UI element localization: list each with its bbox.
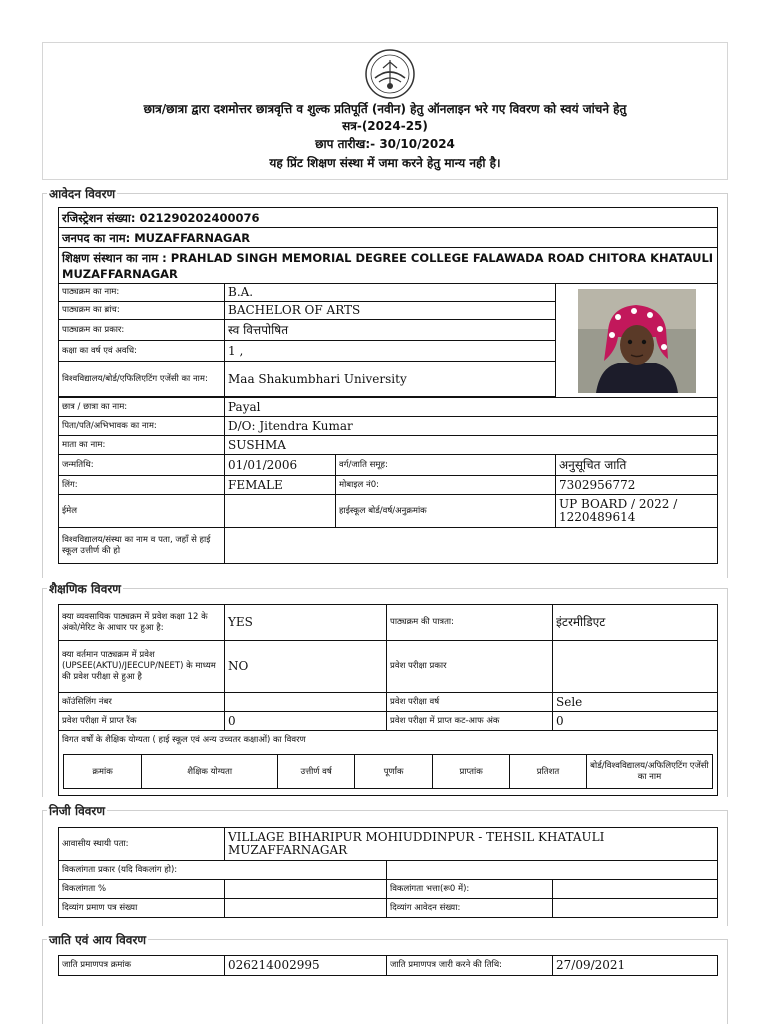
section-title: शैक्षणिक विवरण	[49, 582, 121, 596]
mother-name: SUSHMA	[225, 436, 718, 455]
col-obtained: प्राप्तांक	[433, 754, 510, 788]
dob-label: जन्मतिथि:	[59, 455, 225, 476]
caste-certificate-label: जाति प्रमाणपत्र क्रमांक	[59, 956, 225, 976]
address-label: आवासीय स्थायी पता:	[59, 828, 225, 861]
registration-number: रजिस्ट्रेशन संख्या: 021290202400076	[59, 208, 718, 228]
exam-type-label: प्रवेश परीक्षा प्रकार	[387, 641, 553, 693]
counselling-value	[225, 693, 387, 712]
category-label: वर्ग/जाति समूह:	[336, 455, 556, 476]
merit-admission-label: क्या व्यवसायिक पाठ्यक्रम में प्रवेश कक्षा 12 के अंको/मेरिट के आधार पर हुआ है:	[59, 605, 225, 641]
up-government-emblem-icon	[359, 48, 421, 100]
student-name: Payal	[225, 398, 718, 417]
col-serial: क्रमांक	[64, 754, 142, 788]
institution-name: शिक्षण संस्थान का नाम : PRAHLAD SINGH MEMORIAL DEGREE COLLEGE FALAWADA ROAD CHITORA KHATAULI MUZAFFARNAGAR	[59, 248, 718, 284]
course-type: स्व वित्तपोषित	[225, 320, 556, 341]
university-label: विश्वविद्यालय/बोर्ड/एफिलिएटिंग एजेंसी का नाम:	[59, 362, 225, 397]
disability-type-value	[387, 861, 718, 880]
rank-label: प्रवेश परीक्षा में प्राप्त रैंक	[59, 712, 225, 731]
cutoff-label: प्रवेश परीक्षा में प्राप्त कट-आफ अंक	[387, 712, 553, 731]
exam-type-value	[553, 641, 718, 693]
category-value: अनुसूचित जाति	[556, 455, 718, 476]
caste-income-section	[42, 931, 728, 1024]
eligibility-label: पाठ्यक्रम की पात्रता:	[387, 605, 553, 641]
gender-label: लिंग:	[59, 476, 225, 495]
eligibility-value: इंटरमीडिएट	[553, 605, 718, 641]
exam-year-value: Sele	[553, 693, 718, 712]
education-history-label: विगत वर्षों के शैक्षिक योग्यता ( हाई स्कूल एवं अन्य उच्चतर कक्षाओं) का विवरण	[59, 731, 718, 750]
disability-percent-value	[225, 880, 387, 899]
education-history-container	[59, 750, 718, 796]
personal-table	[58, 827, 718, 918]
application-table	[58, 207, 718, 564]
course-name-label: पाठ्यक्रम का नाम:	[59, 284, 225, 302]
student-name-label: छात्र / छात्रा का नाम:	[59, 398, 225, 417]
address-value: VILLAGE BIHARIPUR MOHIUDDINPUR - TEHSIL KHATAULI MUZAFFARNAGAR	[225, 828, 718, 861]
highschool-institution-value	[225, 528, 718, 564]
highschool-value: UP BOARD / 2022 / 1220489614	[556, 495, 718, 528]
course-type-label: पाठ्यक्रम का प्रकार:	[59, 320, 225, 341]
print-date: छाप तारीख:- 30/10/2024	[315, 137, 455, 151]
education-history-table	[63, 754, 713, 789]
course-branch: BACHELOR OF ARTS	[225, 302, 556, 320]
divyang-application-value	[553, 899, 718, 918]
entrance-admission-value: NO	[225, 641, 387, 693]
course-branch-label: पाठ्यक्रम का ब्रांच:	[59, 302, 225, 320]
dob-value: 01/01/2006	[225, 455, 336, 476]
disability-percent-label: विकलांगता %	[59, 880, 225, 899]
caste-table	[58, 955, 718, 976]
father-name: D/O: Jitendra Kumar	[225, 417, 718, 436]
divyang-certificate-label: दिव्यांग प्रमाण पत्र संख्या	[59, 899, 225, 918]
caste-certificate-date-label: जाति प्रमाणपत्र जारी करने की तिथि:	[387, 956, 553, 976]
caste-certificate-date-value: 27/09/2021	[553, 956, 718, 976]
caste-certificate-value: 026214002995	[225, 956, 387, 976]
mother-name-label: माता का नाम:	[59, 436, 225, 455]
highschool-institution-label: विश्वविद्यालय/संस्था का नाम व पता, जहाँ से हाई स्कूल उत्तीर्ण की हो	[59, 528, 225, 564]
counselling-label: कॉउंसिलिंग नंबर	[59, 693, 225, 712]
col-percentage: प्रतिशत	[510, 754, 587, 788]
document-header	[42, 42, 728, 180]
col-board: बोर्ड/विश्वविद्यालय/अफिलिएटिंग एजेंसी का नाम	[586, 754, 712, 788]
district-name: जनपद का नाम: MUZAFFARNAGAR	[59, 228, 718, 248]
divyang-application-label: दिव्यांग आवेदन संख्या:	[387, 899, 553, 918]
mobile-label: मोबाइल नं0:	[336, 476, 556, 495]
mobile-value: 7302956772	[556, 476, 718, 495]
section-title: आवेदन विवरण	[49, 187, 116, 201]
entrance-admission-label: क्या वर्तमान पाठ्यक्रम में प्रवेश (UPSEE(AKTU)/JEECUP/NEET) के माध्यम की प्रवेश परीक्षा से हुआ है	[59, 641, 225, 693]
col-pass-year: उत्तीर्ण वर्ष	[278, 754, 355, 788]
student-photo-cell	[556, 284, 718, 398]
course-name: B.A.	[225, 284, 556, 302]
rank-value: 0	[225, 712, 387, 731]
year-duration: 1 ,	[225, 341, 556, 362]
gender-value: FEMALE	[225, 476, 336, 495]
academic-table	[58, 604, 718, 796]
disability-type-label: विकलांगता प्रकार (यदि विकलांग हो):	[59, 861, 387, 880]
disability-allowance-label: विकलांगता भत्ता(रू0 में):	[387, 880, 553, 899]
email-label: ईमेल	[59, 495, 225, 528]
section-title: जाति एवं आय विवरण	[49, 933, 147, 947]
col-qualification: शैक्षिक योग्यता	[142, 754, 278, 788]
disability-allowance-value	[553, 880, 718, 899]
email-value	[225, 495, 336, 528]
col-max-marks: पूर्णांक	[355, 754, 433, 788]
father-name-label: पिता/पति/अभिभावक का नाम:	[59, 417, 225, 436]
print-note: यह प्रिंट शिक्षण संस्था में जमा करने हेतु मान्य नही है।	[269, 156, 501, 170]
year-label: कक्षा का वर्ष एवं अवधि:	[59, 341, 225, 362]
highschool-label: हाईस्कूल बोर्ड/वर्ष/अनुक्रमांक	[336, 495, 556, 528]
divyang-certificate-value	[225, 899, 387, 918]
cutoff-value: 0	[553, 712, 718, 731]
merit-admission-value: YES	[225, 605, 387, 641]
exam-year-label: प्रवेश परीक्षा वर्ष	[387, 693, 553, 712]
university-name: Maa Shakumbhari University	[225, 362, 556, 397]
session: सत्र-(2024-25)	[342, 119, 428, 133]
header-title: छात्र/छात्रा द्वारा दशमोत्तर छात्रवृत्ति व शुल्क प्रतिपूर्ति (नवीन) हेतु ऑनलाइन भरे गए विवरण को स्वयं जांचने हेतु	[143, 102, 627, 116]
student-photo-icon	[578, 289, 696, 393]
section-title: निजी विवरण	[49, 804, 105, 818]
